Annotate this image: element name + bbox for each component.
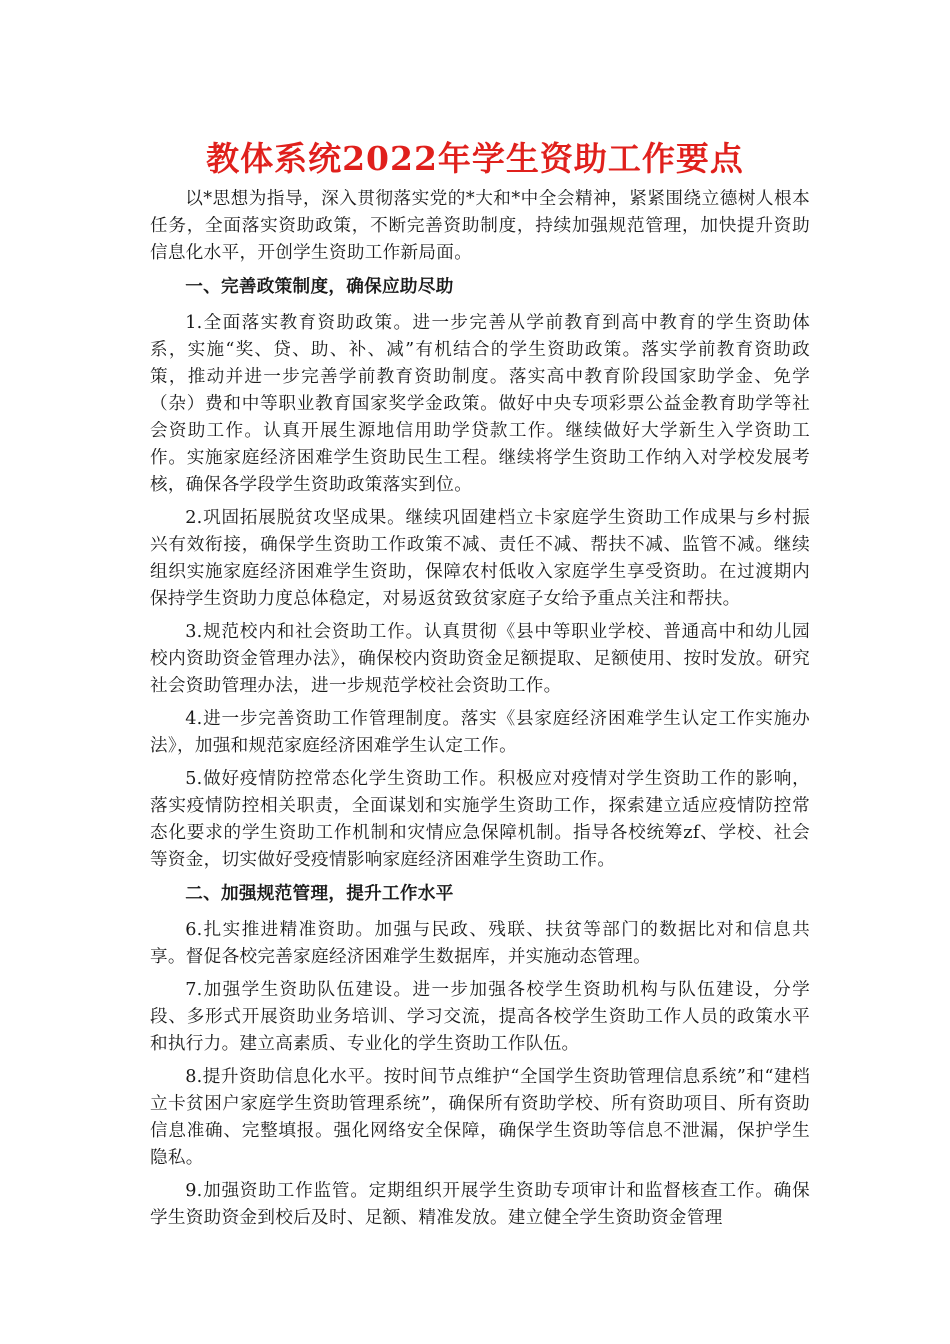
section2-item-7: 7.加强学生资助队伍建设。进一步加强各校学生资助机构与队伍建设，分学段、多形式开展资助业务培训、学习交流，提高各校学生资助工作人员的政策水平和执行力。建立高素质、专业化的学生资助工作队伍。 [150,980,810,1054]
document-title: 教体系统2022年学生资助工作要点 [206,139,744,178]
document-body [150,186,810,1238]
section-heading-1: 一、完善政策制度，确保应助尽助 [185,276,454,297]
intro-paragraph: 以*思想为指导，深入贯彻落实党的*大和*中全会精神，紧紧围绕立德树人根本任务，全面落实资助政策，不断完善资助制度，持续加强规范管理，加快提升资助信息化水平，开创学生资助工作新局面。 [150,189,810,263]
section-heading-2: 二、加强规范管理，提升工作水平 [185,883,454,904]
section1-item-2: 2.巩固拓展脱贫攻坚成果。继续巩固建档立卡家庭学生资助工作成果与乡村振兴有效衔接，确保学生资助工作政策不减、责任不减、帮扶不减、监管不减。继续组织实施家庭经济困难学生资助，保障农村低收入家庭学生享受资助。在过渡期内保持学生资助力度总体稳定，对易返贫致贫家庭子女给予重点关注和帮扶。 [150,508,810,609]
section2-item-6: 6.扎实推进精准资助。加强与民政、残联、扶贫等部门的数据比对和信息共享。督促各校完善家庭经济困难学生数据库，并实施动态管理。 [150,920,810,967]
section1-item-3: 3.规范校内和社会资助工作。认真贯彻《县中等职业学校、普通高中和幼儿园校内资助资金管理办法》，确保校内资助资金足额提取、足额使用、按时发放。研究社会资助管理办法，进一步规范学校社会资助工作。 [150,622,810,696]
section1-item-4: 4.进一步完善资助工作管理制度。落实《县家庭经济困难学生认定工作实施办法》，加强和规范家庭经济困难学生认定工作。 [150,709,810,756]
section2-item-8: 8.提升资助信息化水平。按时间节点维护“全国学生资助管理信息系统”和“建档立卡贫困户家庭学生资助管理系统”，确保所有资助学校、所有资助项目、所有资助信息准确、完整填报。强化网络安全保障，确保学生资助等信息不泄漏，保护学生隐私。 [150,1067,810,1168]
section2-item-9: 9.加强资助工作监管。定期组织开展学生资助专项审计和监督核查工作。确保学生资助资金到校后及时、足额、精准发放。建立健全学生资助资金管理 [150,1181,810,1228]
section1-item-5: 5.做好疫情防控常态化学生资助工作。积极应对疫情对学生资助工作的影响，落实疫情防控相关职责，全面谋划和实施学生资助工作，探索建立适应疫情防控常态化要求的学生资助工作机制和灾情应急保障机制。指导各校统筹zf、学校、社会等资金，切实做好受疫情影响家庭经济困难学生资助工作。 [150,769,810,870]
section1-item-1: 1.全面落实教育资助政策。进一步完善从学前教育到高中教育的学生资助体系，实施“奖、贷、助、补、减”有机结合的学生资助政策。落实学前教育资助政策，推动并进一步完善学前教育资助制度。落实高中教育阶段国家助学金、免学（杂）费和中等职业教育国家奖学金政策。做好中央专项彩票公益金教育助学等社会资助工作。认真开展生源地信用助学贷款工作。继续做好大学新生入学资助工作。实施家庭经济困难学生资助民生工程。继续将学生资助工作纳入对学校发展考核，确保各学段学生资助政策落实到位。 [150,313,810,495]
